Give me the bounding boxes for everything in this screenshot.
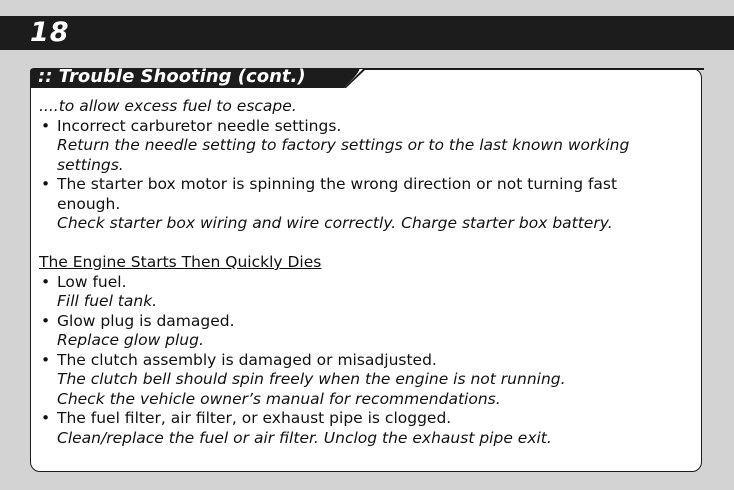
header-bar: [0, 16, 734, 50]
bullet-icon: •: [41, 350, 51, 369]
problem-text: Glow plug is damaged.: [57, 311, 235, 330]
solution-text: The clutch bell should spin freely when the engine is not running.: [57, 370, 566, 388]
list-item: [39, 351, 699, 371]
intro-text: ....to allow excess fuel to escape.: [39, 97, 297, 115]
list-item: [39, 409, 699, 429]
bullet-icon: •: [41, 272, 51, 291]
problem-text: The fuel filter, air filter, or exhaust pipe is clogged.: [57, 409, 452, 427]
problem-text: The clutch assembly is damaged or misadjusted.: [57, 350, 437, 369]
bullet-icon: •: [41, 175, 51, 193]
problem-text: Low fuel.: [57, 272, 127, 291]
section-title: :: Trouble Shooting (cont.): [38, 66, 306, 87]
solution-text: Check the vehicle owner’s manual for recommendations.: [57, 389, 501, 408]
bullet-icon: •: [41, 311, 51, 330]
list-item: [39, 273, 699, 293]
page-number: 18: [30, 17, 70, 48]
troubleshooting-content: [39, 97, 699, 448]
solution-text: Replace glow plug.: [57, 331, 204, 349]
bullet-icon: •: [41, 409, 51, 427]
solution-text: settings.: [57, 155, 124, 174]
subheading: The Engine Starts Then Quickly Dies: [39, 253, 322, 271]
list-item: [39, 117, 699, 137]
problem-text: The starter box motor is spinning the wrong direction or not turning fast: [57, 175, 618, 193]
problem-text: enough.: [57, 194, 121, 213]
solution-text: Check starter box wiring and wire correctly. Charge starter box battery.: [57, 214, 613, 232]
list-item: [39, 175, 699, 195]
section-header: [30, 66, 704, 88]
bullet-icon: •: [41, 116, 51, 135]
problem-text: Incorrect carburetor needle settings.: [57, 116, 342, 135]
solution-text: Fill fuel tank.: [57, 292, 158, 310]
solution-text: Return the needle setting to factory settings or to the last known working: [57, 136, 630, 154]
list-item: [39, 312, 699, 332]
solution-text: Clean/replace the fuel or air filter. Unclog the exhaust pipe exit.: [57, 428, 552, 447]
